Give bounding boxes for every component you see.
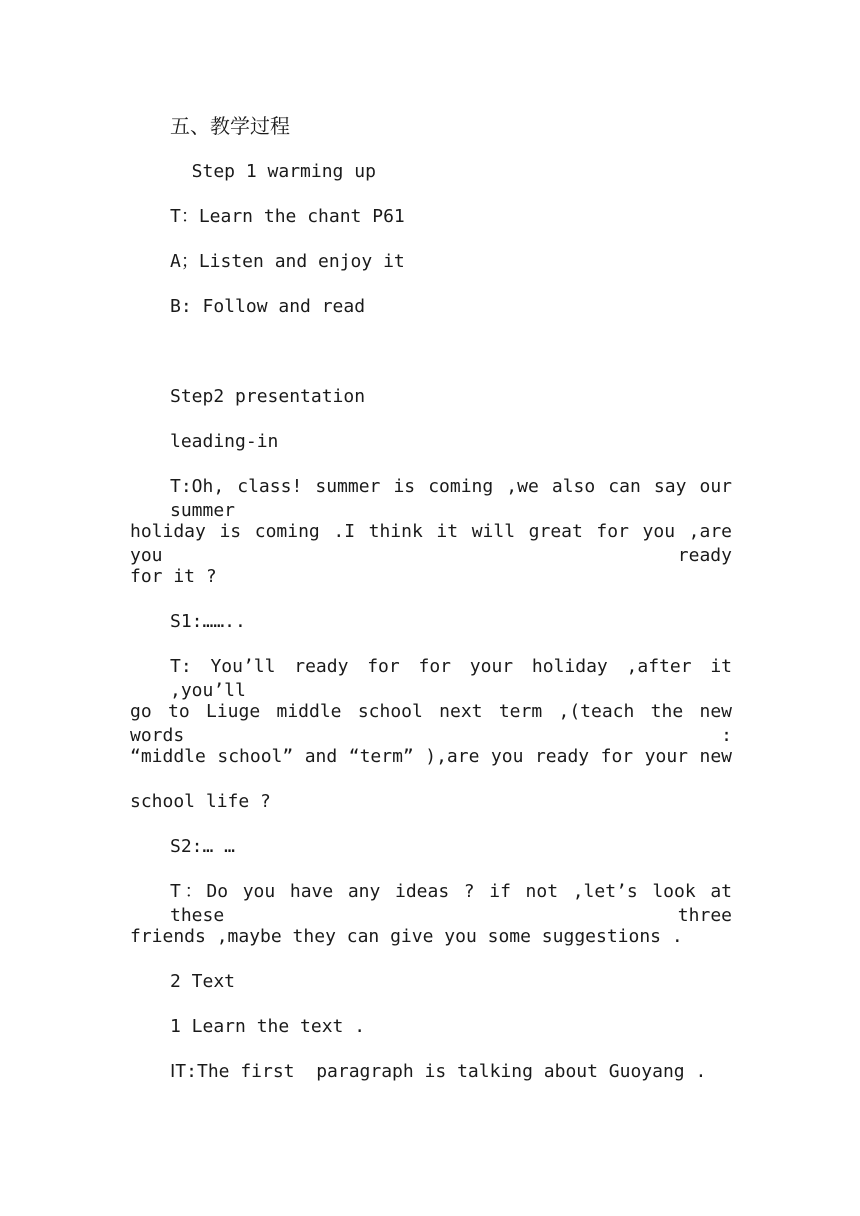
paragraph-line: go to Liuge middle school next term ,(teach the new words : (130, 701, 732, 746)
paragraph-line: T: You’ll ready for for your holiday ,after it ,you’ll (170, 656, 732, 701)
step1-title: Step 1 warming up (170, 161, 376, 182)
section-title: 2 Text (170, 971, 236, 992)
paragraph-line: T:Oh, class! summer is coming ,we also can say our summer (170, 476, 732, 521)
paragraph-line: B: Follow and read (170, 296, 366, 317)
paragraph-line: S1:…….. (170, 611, 246, 632)
paragraph-line: ⅠT:The first paragraph is talking about Guoyang . (170, 1061, 707, 1082)
paragraph-line: A；Listen and enjoy it (170, 251, 405, 272)
section-heading: 五、教学过程 (170, 114, 290, 138)
paragraph-line: friends ,maybe they can give you some suggestions . (130, 926, 683, 947)
paragraph-line: school life ? (130, 791, 271, 812)
paragraph-line: leading-in (170, 431, 279, 452)
paragraph-line: for it ? (130, 566, 217, 587)
paragraph-line: T：Do you have any ideas ? if not ,let’s look at these three (170, 881, 732, 926)
paragraph-line: “middle school” and “term” ),are you ready for your new (130, 746, 732, 767)
step2-title: Step2 presentation (170, 386, 366, 407)
paragraph-line: holiday is coming .I think it will great for you ,are you ready (130, 521, 732, 566)
paragraph-line: S2:… … (170, 836, 236, 857)
paragraph-line: 1 Learn the text . (170, 1016, 366, 1037)
paragraph-line: T：Learn the chant P61 (170, 206, 405, 227)
